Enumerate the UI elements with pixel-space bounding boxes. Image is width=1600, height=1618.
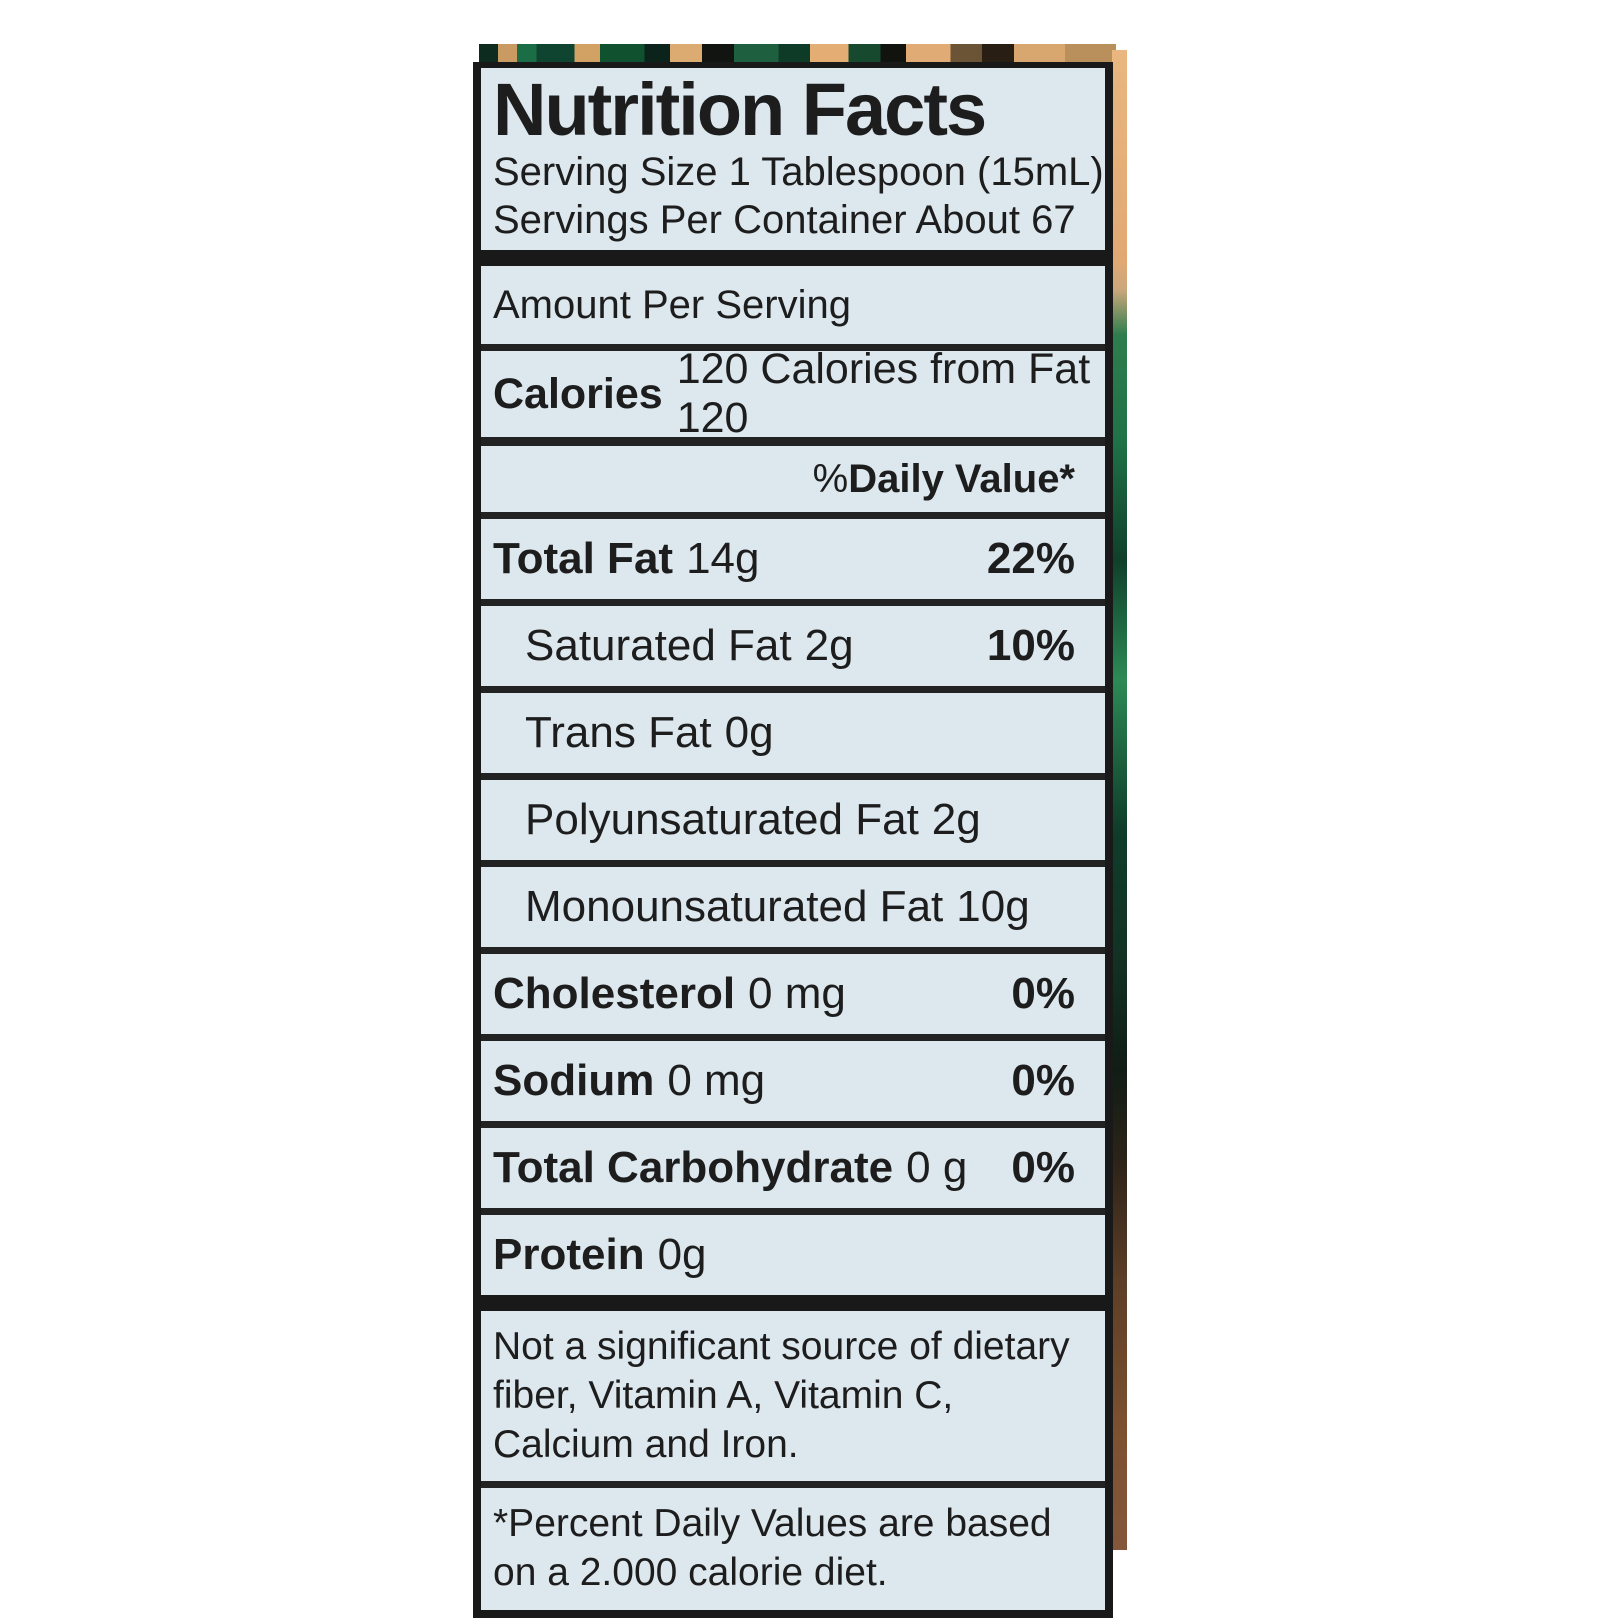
nutrient-row-polyunsaturated-fat bbox=[481, 780, 1105, 860]
nutrient-row-sodium bbox=[481, 1041, 1105, 1121]
nutrient-value: 0g bbox=[724, 708, 774, 757]
amount-per-serving-row bbox=[481, 266, 1105, 344]
nutrient-label: Protein bbox=[493, 1230, 645, 1279]
nutrient-label: Sodium bbox=[493, 1056, 655, 1105]
nutrient-row-total-fat bbox=[481, 519, 1105, 599]
thin-rule bbox=[481, 1481, 1105, 1488]
nutrient-value: 0g bbox=[657, 1230, 707, 1279]
nutrient-label: Saturated Fat bbox=[525, 621, 792, 670]
calories-value-text: 120 Calories from Fat 120 bbox=[676, 345, 1091, 442]
footnote-not-significant: Not a significant source of dietary fiber, Vitamin A, Vitamin C, Calcium and Iron. bbox=[493, 1325, 1070, 1466]
thin-rule bbox=[481, 773, 1105, 780]
thin-rule bbox=[481, 512, 1105, 519]
nutrient-value: 14g bbox=[686, 534, 760, 583]
nutrient-row-trans-fat bbox=[481, 693, 1105, 773]
nutrient-label: Total Fat bbox=[493, 534, 674, 583]
nutrient-label: Polyunsaturated Fat bbox=[525, 795, 919, 844]
packaging-photo-strip-right bbox=[1112, 50, 1127, 1550]
nutrient-row-cholesterol bbox=[481, 954, 1105, 1034]
nutrient-row-saturated-fat bbox=[481, 606, 1105, 686]
label-header bbox=[481, 68, 1105, 250]
calories-label: Calories bbox=[493, 369, 663, 418]
nutrient-value: 2g bbox=[804, 621, 854, 670]
nutrient-value: 2g bbox=[931, 795, 981, 844]
nutrient-value: 10g bbox=[956, 882, 1030, 931]
calories-row bbox=[481, 345, 1105, 442]
thin-rule bbox=[481, 599, 1105, 606]
nutrient-label: Total Carbohydrate bbox=[493, 1143, 894, 1192]
footnote-percent-daily-values: *Percent Daily Values are based on a 2.000 calorie diet. bbox=[493, 1502, 1052, 1594]
nutrient-label: Trans Fat bbox=[525, 708, 712, 757]
amount-per-serving-text: Amount Per Serving bbox=[493, 282, 851, 327]
thin-rule bbox=[481, 1034, 1105, 1041]
thick-rule bbox=[481, 250, 1105, 266]
serving-size-line: Serving Size 1 Tablespoon (15mL) bbox=[493, 150, 1104, 195]
nutrient-daily-value: 0% bbox=[1011, 1143, 1075, 1192]
daily-value-header-text: Daily Value* bbox=[848, 456, 1075, 501]
servings-per-container-line: Servings Per Container About 67 bbox=[493, 198, 1076, 243]
nutrient-value: 0 g bbox=[906, 1143, 968, 1192]
thin-rule bbox=[481, 1121, 1105, 1128]
nutrient-row-total-carbohydrate bbox=[481, 1128, 1105, 1208]
thin-rule bbox=[481, 1208, 1105, 1215]
nutrient-daily-value: 22% bbox=[986, 534, 1075, 583]
nutrient-value: 0 mg bbox=[748, 969, 846, 1018]
thick-rule bbox=[481, 1295, 1105, 1311]
nutrient-label: Monounsaturated Fat bbox=[525, 882, 944, 931]
nutrient-label: Cholesterol bbox=[493, 969, 736, 1018]
thin-rule bbox=[481, 860, 1105, 867]
nutrient-daily-value: 10% bbox=[986, 621, 1075, 670]
nutrition-facts-label bbox=[473, 62, 1113, 1618]
nutrient-row-monounsaturated-fat bbox=[481, 867, 1105, 947]
nutrient-value: 0 mg bbox=[667, 1056, 766, 1105]
daily-value-header-row bbox=[481, 446, 1105, 512]
thin-rule bbox=[481, 947, 1105, 954]
nutrient-daily-value: 0% bbox=[1011, 1056, 1075, 1105]
daily-value-percent-sign: % bbox=[812, 456, 849, 501]
label-title: Nutrition Facts bbox=[493, 68, 986, 151]
nutrient-daily-value: 0% bbox=[1011, 969, 1075, 1018]
thin-rule bbox=[481, 686, 1105, 693]
nutrient-row-protein bbox=[481, 1215, 1105, 1295]
